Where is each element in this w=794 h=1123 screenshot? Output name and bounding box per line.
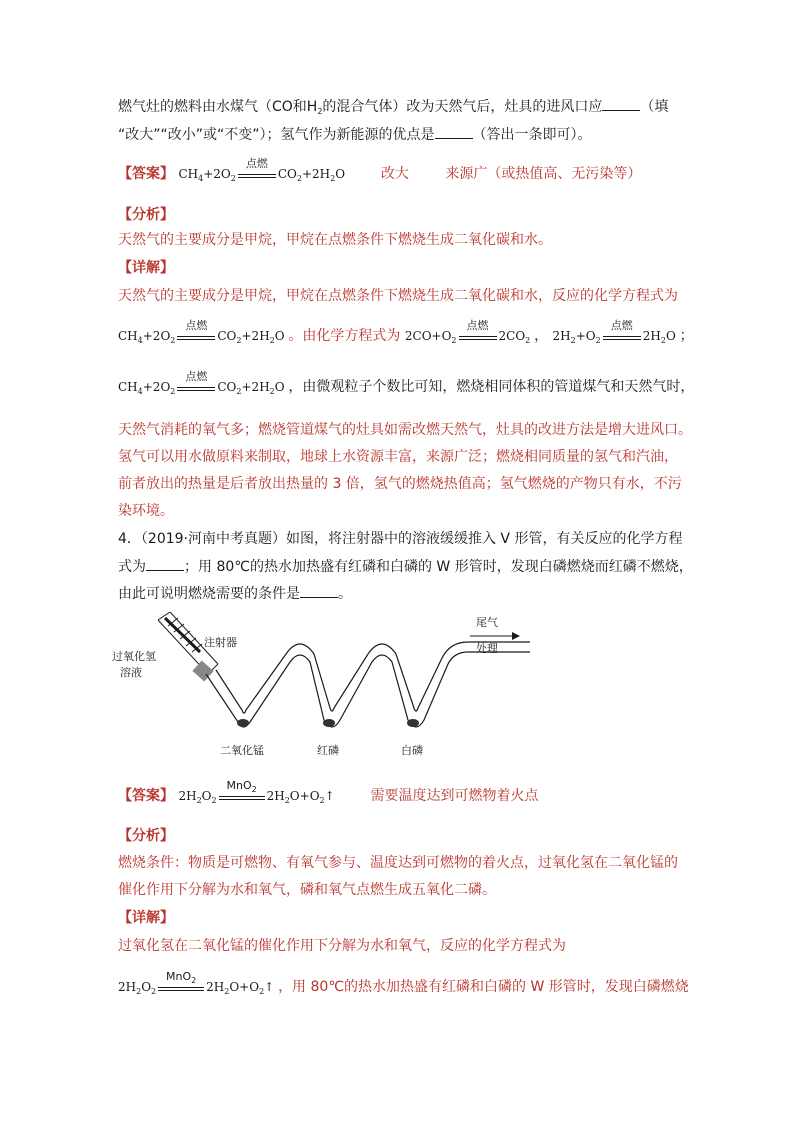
label-exhaust-1: 尾气 — [476, 616, 498, 629]
section-tag: 【详解】 — [118, 260, 174, 276]
arrow-icon — [512, 632, 520, 640]
equation-ch4-combustion: $CH_4+2O_2$ 点燃 $CO_2+2H_2O$ — [178, 157, 346, 183]
answer-blank — [146, 556, 184, 571]
label-h2o2-1: 过氧化氢 — [112, 650, 156, 663]
label-syringe: 注射器 — [204, 636, 237, 649]
answer-blank — [435, 124, 473, 139]
question-line: “改大”“改小”或“不变”）；氢气作为新能源的优点是 （答出一条即可）。 — [118, 124, 592, 145]
answer-line — [118, 157, 642, 189]
white-phosphorus-sample — [407, 719, 419, 727]
label-exhaust-2: 处理 — [476, 642, 498, 655]
answer-tag: 【答案】 — [118, 788, 174, 804]
answer-value: 改大 — [380, 166, 409, 182]
answer-line — [118, 779, 539, 811]
detail-text: 染环境。 — [118, 503, 174, 519]
question-line: 式为 ；用 80℃的热水加热盛有红磷和白磷的 W 形管时，发现白磷燃烧而红磷不燃烧， — [118, 556, 693, 577]
detail-text: 天然气的主要成分是甲烷，甲烷在点燃条件下燃烧生成二氧化碳和水，反应的化学方程式为 — [118, 288, 678, 304]
detail-equations: $CH_4+2O_2$ 点燃 $CO_2+2H_2O$ 。由化学方程式为 $2CO+O_2$ 点燃 $2CO_2$ ， $2H_2+O_2$ 点燃 $2H_2O$ ； — [118, 319, 694, 345]
analysis-text: 天然气的主要成分是甲烷，甲烷在点燃条件下燃烧生成二氧化碳和水。 — [118, 232, 552, 248]
red-phosphorus-sample — [323, 719, 335, 727]
detail-text: $2H_2O_2$ MnO$_2$ $2H_2O+O_2↑$ ，用 80℃的热水加热盛有红磷和白磷的 W 形管时，发现白磷燃烧 — [118, 970, 689, 996]
answer-blank — [602, 96, 640, 111]
analysis-text: 催化作用下分解为水和氧气，磷和氧气点燃生成五氧化二磷。 — [118, 882, 496, 898]
detail-text: $CH_4+2O_2$ 点燃 $CO_2+2H_2O$ ，由微观粒子个数比可知，燃烧相同体积的管道煤气和天然气时， — [118, 370, 695, 396]
w-tube-apparatus-figure — [110, 612, 540, 772]
answer-blank — [300, 583, 338, 598]
label-h2o2-2: 溶液 — [120, 666, 142, 679]
question-line: 由此可说明燃烧需要的条件是 。 — [118, 583, 352, 604]
question-line: 4．（2019·河南中考真题）如图，将注射器中的溶液缓缓推入 V 形管，有关反应的化学方程 — [118, 531, 683, 547]
answer-value: 需要温度达到可燃物着火点 — [370, 788, 539, 804]
analysis-text: 燃烧条件：物质是可燃物、有氧气参与、温度达到可燃物的着火点，过氧化氢在二氧化锰的 — [118, 855, 678, 871]
detail-text: 过氧化氢在二氧化锰的催化作用下分解为水和氧气，反应的化学方程式为 — [118, 938, 566, 954]
w-tube — [206, 652, 530, 727]
section-tag: 【详解】 — [118, 910, 174, 926]
answer-value: 来源广（或热值高、无污染等） — [445, 166, 642, 182]
detail-text: 天然气消耗的氧气多；燃烧管道煤气的灶具如需改燃天然气，灶具的改进方法是增大进风口。 — [118, 422, 692, 438]
section-tag: 【分析】 — [118, 828, 174, 844]
label-mno2: 二氧化锰 — [220, 744, 264, 757]
label-white-phosphorus: 白磷 — [401, 744, 423, 757]
detail-text: 氢气可以用水做原料来制取，地球上水资源丰富，来源广泛；燃烧相同质量的氢气和汽油， — [118, 449, 678, 465]
mno2-sample — [237, 719, 249, 727]
question-line: 燃气灶的燃料由水煤气（CO和$H_2$的混合气体）改为天然气后，灶具的进风口应 （填 — [118, 96, 668, 122]
equation-h2o2-decomposition: $2H_2O_2$ MnO$_2$ $2H_2O+O_2↑$ — [178, 779, 335, 805]
section-tag: 【分析】 — [118, 207, 174, 223]
label-red-phosphorus: 红磷 — [317, 744, 339, 757]
detail-text: 前者放出的热量是后者放出热量的 3 倍，氢气的燃烧热值高；氢气燃烧的产物只有水，不污 — [118, 476, 682, 492]
answer-tag: 【答案】 — [118, 166, 174, 182]
